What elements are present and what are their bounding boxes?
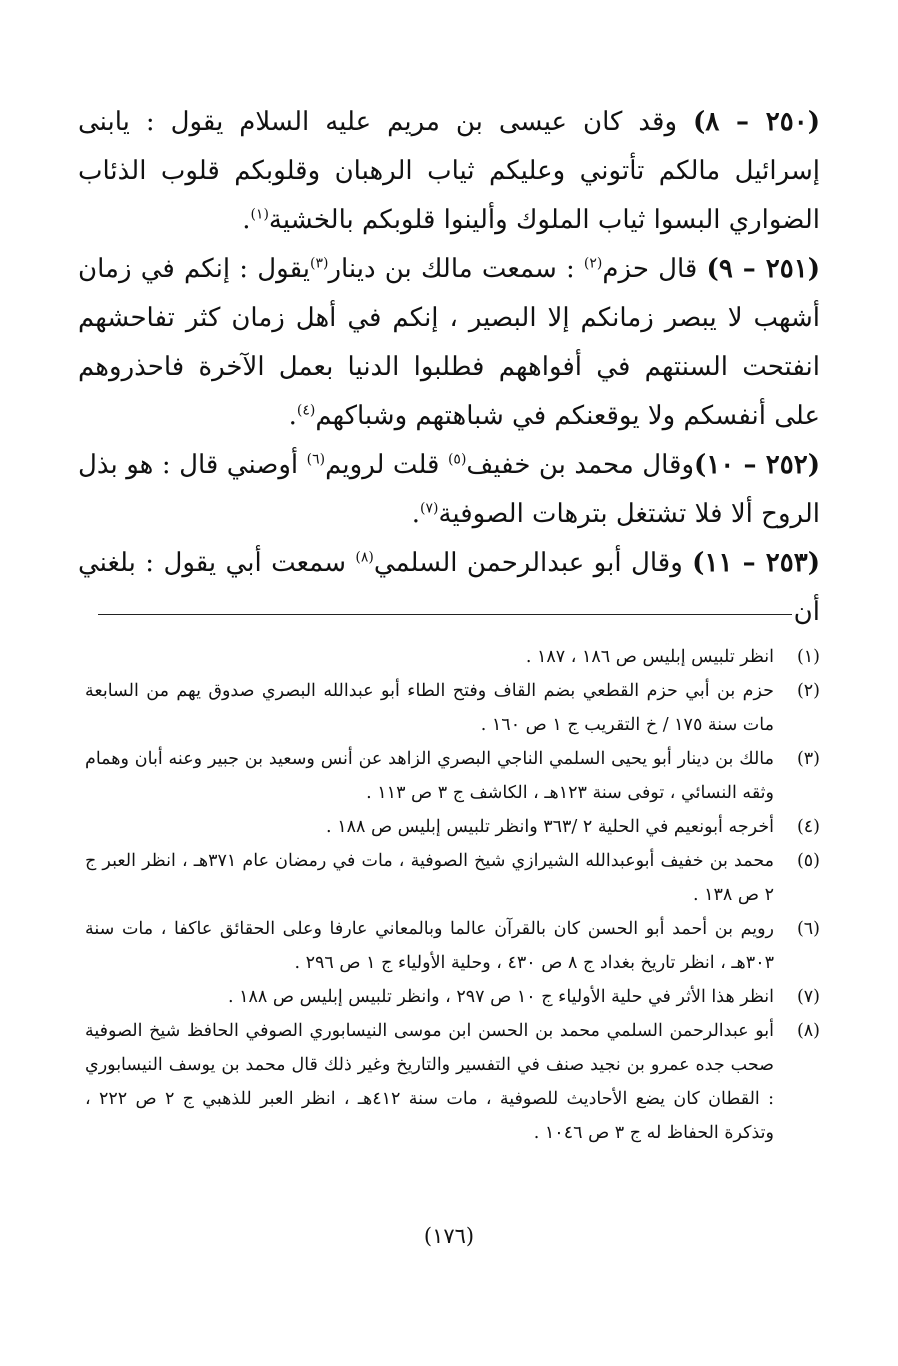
paragraph-text: سمعت أبي يقول : بلغني أن xyxy=(78,548,820,627)
footnotes xyxy=(85,640,820,1150)
footnote-1 xyxy=(85,640,820,674)
paragraph-text: وقال محمد بن خفيف xyxy=(466,450,695,480)
paragraph-text: : سمعت مالك بن دينار xyxy=(328,254,584,284)
footnote-2 xyxy=(85,674,820,742)
paragraph-text: قلت لرويم xyxy=(325,450,448,480)
footnote-text: أخرجه أبونعيم في الحلية ٢ /٣٦٣ وانظر تلبيس إبليس ص ١٨٨ . xyxy=(326,817,774,837)
paragraph-number: (٢٥٣ – ١١) xyxy=(692,548,821,578)
footnote-number: (٤) xyxy=(796,817,820,837)
paragraph-number: (٢٥١ – ٩) xyxy=(706,254,820,284)
footnote-ref[interactable]: (٨) xyxy=(355,549,374,566)
footnote-number: (١) xyxy=(796,647,820,667)
paragraph-text: . xyxy=(411,499,420,529)
footnote-text: انظر تلبيس إبليس ص ١٨٦ ، ١٨٧ . xyxy=(525,647,774,667)
paragraph-text: . xyxy=(288,401,297,431)
paragraph-text: . xyxy=(242,205,251,235)
footnote-number: (٥) xyxy=(796,851,820,871)
footnote-ref[interactable]: (٧) xyxy=(419,500,439,517)
footnote-text: حزم بن أبي حزم القطعي بضم القاف وفتح الطاء أبو عبدالله البصري صدوق يهم من السابعة مات سنة ١٧٥ / خ التقريب ج ١ ص ١٦٠ . xyxy=(85,681,774,735)
footnote-number: (٣) xyxy=(796,749,820,769)
footnote-ref[interactable]: (١) xyxy=(250,206,269,223)
paragraph-252 xyxy=(78,441,820,539)
page-number: (١٧٦) xyxy=(423,1224,475,1248)
paragraph-text: وقال أبو عبدالرحمن السلمي xyxy=(373,548,683,578)
footnote-6 xyxy=(85,912,820,980)
footnote-8 xyxy=(85,1014,820,1150)
footnote-number: (٦) xyxy=(796,919,820,939)
footnote-7 xyxy=(85,980,820,1014)
footnote-ref[interactable]: (٢) xyxy=(583,255,603,272)
footnote-text: انظر هذا الأثر في حلية الأولياء ج ١٠ ص ٢٩٧ ، وانظر تلبيس إبليس ص ١٨٨ . xyxy=(227,987,774,1007)
footnote-4 xyxy=(85,810,820,844)
main-text xyxy=(78,98,820,637)
paragraph-251 xyxy=(78,245,820,441)
footnote-ref[interactable]: (٣) xyxy=(309,255,329,272)
paragraph-text: يقول : إنكم في زمان أشهب لا يبصر زمانكم إلا البصير ، إنكم في أهل زمان كثر تفاحشهم انفتحت السنتهم في أفواههم فطلبوا الدنيا بعمل الآخرة فاحذروهم على أنفسكم ولا يوقعنكم في شباهتهم وشباكهم xyxy=(78,254,820,431)
footnote-number: (٨) xyxy=(796,1021,820,1041)
footnote-5 xyxy=(85,844,820,912)
paragraph-text: وقد كان عيسى بن مريم عليه السلام يقول : يابنى إسرائيل مالكم تأتوني وعليكم ثياب الرهبان وقلوبكم قلوب الذئاب الضواري البسوا ثياب الملوك وألينوا قلوبكم بالخشية xyxy=(78,107,820,235)
footnote-text: محمد بن خفيف أبوعبدالله الشيرازي شيخ الصوفية ، مات في رمضان عام ٣٧١هـ ، انظر العبر ج ٢ ص ١٣٨ . xyxy=(85,851,774,905)
paragraph-253 xyxy=(78,539,820,637)
footnote-text: مالك بن دينار أبو يحيى السلمي الناجي البصري الزاهد عن أنس وسعيد بن جبير وعنه أبان وهمام وثقه النسائي ، توفى سنة ١٢٣هـ ، الكاشف ج ٣ ص ١١٣ . xyxy=(85,749,774,803)
paragraph-text: قال حزم xyxy=(602,254,698,284)
paragraph-number: (٢٥٠ – ٨) xyxy=(693,107,821,137)
footnote-number: (٢) xyxy=(796,681,820,701)
footnote-ref[interactable]: (٥) xyxy=(447,451,467,468)
footnote-text: أبو عبدالرحمن السلمي محمد بن الحسن ابن موسى النيسابوري الصوفي الحافظ شيخ الصوفية صحب جده عمرو بن نجيد صنف في التفسير والتاريخ وغير ذلك قال محمد بن يوسف النيسابوري : القطان كان يضع الأحاديث للصوفية ، مات سنة ٤١٢هـ ، انظر العبر للذهبي ج ٢ ص ٢٢٢ ، وتذكرة الحفاظ له ج ٣ ص ١٠٤٦ . xyxy=(85,1021,774,1143)
paragraph-250 xyxy=(78,98,820,245)
paragraph-number: (٢٥٢ – ١٠) xyxy=(694,450,820,480)
footnote-3 xyxy=(85,742,820,810)
footnote-number: (٧) xyxy=(796,987,820,1007)
footnote-ref[interactable]: (٤) xyxy=(296,402,316,419)
footnote-ref[interactable]: (٦) xyxy=(306,451,326,468)
footnote-divider xyxy=(98,614,792,615)
paragraph-text: أوصني قال : هو بذل الروح ألا فلا تشتغل بترهات الصوفية xyxy=(78,450,820,529)
footnote-text: رويم بن أحمد أبو الحسن كان بالقرآن عالما وبالمعاني عارفا وعلى الحقائق عاكفا ، مات سنة ٣٠٣هـ ، انظر تاريخ بغداد ج ٨ ص ٤٣٠ ، وحلية الأولياء ج ١ ص ٢٩٦ . xyxy=(85,919,774,973)
